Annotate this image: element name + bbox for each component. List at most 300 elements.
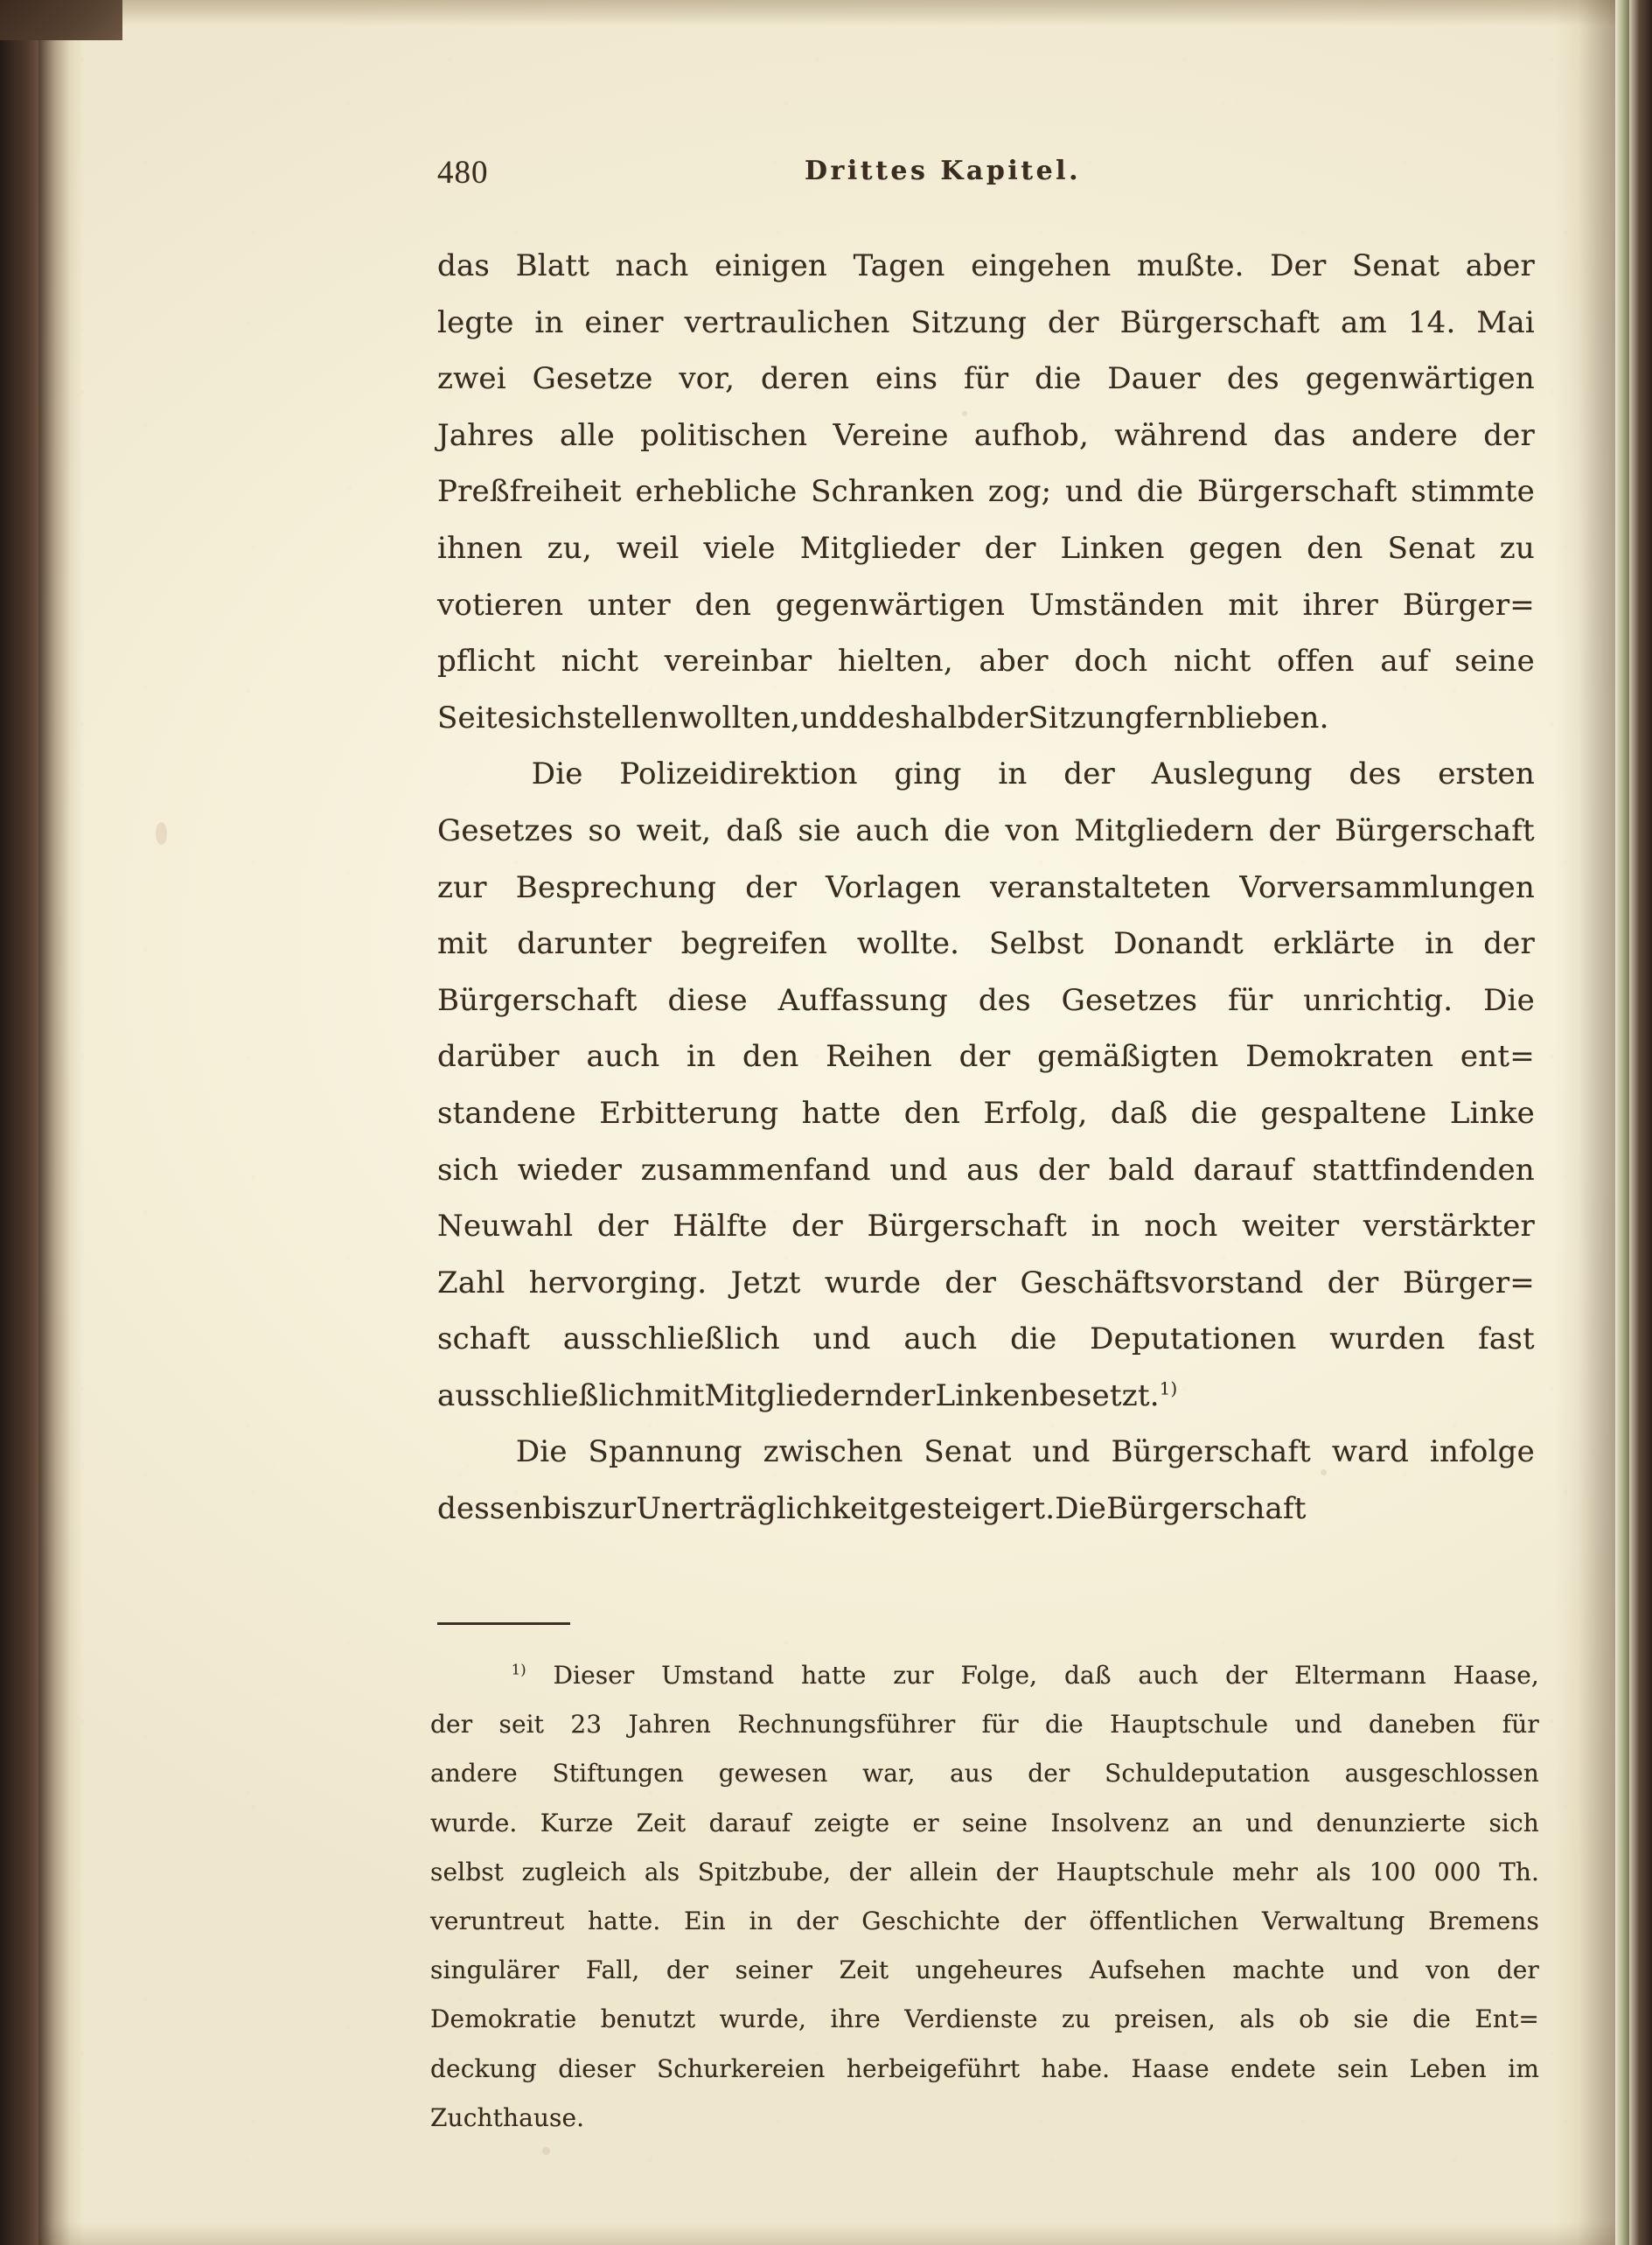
word: die xyxy=(1190,1095,1238,1131)
word: für xyxy=(1228,982,1273,1018)
word: Aufsehen xyxy=(1089,1956,1206,1985)
word: Senat xyxy=(1387,530,1475,566)
word: veranstalteten xyxy=(989,869,1211,905)
word: der xyxy=(958,1039,1011,1075)
word: Fall, xyxy=(585,1956,640,1985)
word: Schranken xyxy=(811,474,975,510)
footnote-separator-rule xyxy=(437,1622,570,1625)
footnote-line xyxy=(430,2045,1539,2094)
text-line xyxy=(437,803,1535,860)
word: in xyxy=(687,1039,716,1075)
footnote-line xyxy=(430,1799,1539,1848)
word: wollte. xyxy=(856,926,960,962)
word: in xyxy=(1425,926,1454,962)
word: Stiftungen xyxy=(552,1759,685,1788)
word: Mitgliedern xyxy=(1074,812,1254,848)
word: in xyxy=(998,756,1028,792)
body-text xyxy=(437,238,1535,1537)
word: vertraulichen xyxy=(684,304,890,340)
word: Erbitterung xyxy=(599,1095,779,1131)
word: Jetzt xyxy=(730,1265,801,1300)
word: zusammenfand xyxy=(640,1152,871,1188)
word: wurde xyxy=(824,1265,922,1300)
word: andere xyxy=(430,1759,518,1788)
word: die xyxy=(1045,1710,1084,1740)
word: Bürgerschaft xyxy=(867,1209,1068,1245)
word: der xyxy=(944,1265,997,1300)
word: singulärer xyxy=(430,1956,560,1985)
text-line xyxy=(437,1198,1535,1255)
word: Schuldeputation xyxy=(1105,1759,1310,1788)
word: der xyxy=(1028,1759,1070,1788)
word: hervorging. xyxy=(528,1265,708,1300)
text-line xyxy=(437,1085,1535,1142)
word: Demokraten xyxy=(1245,1039,1434,1075)
word: Spitzbube, xyxy=(697,1857,832,1886)
word: gegenwärtigen xyxy=(775,587,1006,623)
word: und xyxy=(1294,1710,1342,1740)
word: sich xyxy=(437,1152,499,1188)
word: ausschließlich xyxy=(562,1321,780,1357)
word: und xyxy=(889,1152,948,1188)
word: Bürger= xyxy=(1402,1265,1535,1300)
text-line xyxy=(437,464,1535,520)
word: Selbst xyxy=(989,926,1084,962)
word: Umständen xyxy=(1028,587,1204,623)
word: Unerträglichkeit xyxy=(636,1491,890,1527)
word: ihre xyxy=(830,2004,881,2034)
word: diese xyxy=(667,982,748,1018)
word: Deputationen xyxy=(1090,1321,1297,1357)
running-head: Drittes Kapitel. xyxy=(805,156,1082,186)
word: er xyxy=(912,1808,939,1837)
text-line xyxy=(437,238,1535,295)
word: standene xyxy=(437,1095,576,1131)
word: denunzierte xyxy=(1315,1808,1467,1837)
word: deckung xyxy=(430,2053,537,2083)
word: Zuchthause. xyxy=(430,2102,585,2132)
word: der xyxy=(1483,926,1535,962)
word: sich xyxy=(515,700,577,736)
word: im xyxy=(1508,2053,1539,2083)
footnote-line xyxy=(430,1946,1539,1995)
word: des xyxy=(1349,756,1402,792)
word: wurde. xyxy=(430,1808,518,1837)
word: Verdienste xyxy=(904,2004,1038,2034)
word: der xyxy=(1023,1906,1066,1935)
word: ent= xyxy=(1460,1039,1535,1075)
word: pflicht xyxy=(437,644,536,680)
word: darauf xyxy=(1193,1152,1293,1188)
word: Schurkereien xyxy=(656,2053,826,2083)
word: öffentlichen xyxy=(1089,1906,1239,1935)
word: besetzt.$^{1)}$ xyxy=(1039,1377,1178,1413)
word: in xyxy=(534,304,564,340)
word: Gesetzes xyxy=(1061,982,1198,1018)
word: nicht xyxy=(561,644,639,680)
word: stellen xyxy=(576,700,679,736)
word: Bürger= xyxy=(1402,587,1535,623)
word: daneben xyxy=(1369,1710,1476,1740)
word: Insolvenz xyxy=(1050,1808,1169,1837)
word: Geschichte xyxy=(861,1906,1000,1935)
word: Vorversammlungen xyxy=(1239,869,1535,905)
word: noch xyxy=(1144,1209,1218,1245)
word: seiner xyxy=(735,1956,813,1985)
word: das xyxy=(1273,417,1327,453)
word: die xyxy=(1010,1321,1057,1357)
word: Leben xyxy=(1409,2053,1487,2083)
word: Zeit xyxy=(636,1808,687,1837)
text-line xyxy=(437,690,1535,747)
word: habe. xyxy=(1041,2053,1111,2083)
word: Haase, xyxy=(1453,1661,1539,1690)
word: ersten xyxy=(1438,756,1535,792)
word: für xyxy=(981,1710,1019,1740)
word: mit xyxy=(437,926,488,962)
word: die xyxy=(944,812,991,848)
word: preisen, xyxy=(1114,2004,1216,2034)
word: und xyxy=(1032,1434,1091,1470)
word: während xyxy=(1114,417,1248,453)
word: ging xyxy=(894,756,962,792)
word: sie xyxy=(1353,2004,1389,2034)
footnote-line xyxy=(430,1995,1539,2044)
word: gemäßigten xyxy=(1037,1039,1219,1075)
word: zwei xyxy=(437,361,506,397)
word: Dieser xyxy=(553,1661,635,1690)
word: dessen xyxy=(437,1491,543,1527)
word: aber xyxy=(979,644,1049,680)
word: der xyxy=(1327,1265,1379,1300)
word: der xyxy=(666,1956,709,1985)
word: deren xyxy=(761,361,850,397)
word: mit xyxy=(654,1377,705,1413)
word: Ent= xyxy=(1474,2004,1539,2034)
word: begreifen xyxy=(680,926,828,962)
word: einer xyxy=(584,304,664,340)
word: hatte. xyxy=(588,1906,661,1935)
text-line xyxy=(437,1311,1535,1368)
word: der xyxy=(791,1209,843,1245)
word: einigen xyxy=(714,248,828,283)
word: Linken xyxy=(935,1377,1040,1413)
word: Sitzung xyxy=(910,304,1028,340)
word: erhebliche xyxy=(635,474,798,510)
word: der xyxy=(596,1209,649,1245)
word: Die xyxy=(531,756,583,792)
word: politischen xyxy=(640,417,808,453)
paragraph-indent xyxy=(437,1424,495,1481)
word: ob xyxy=(1299,2004,1330,2034)
word: schaft xyxy=(437,1321,531,1357)
word: eingehen xyxy=(971,248,1112,283)
word: in xyxy=(1091,1209,1120,1245)
word: doch xyxy=(1074,644,1148,680)
word: votieren xyxy=(437,587,564,623)
word: Hälfte xyxy=(673,1209,768,1245)
word: gespaltene xyxy=(1260,1095,1427,1131)
word: Blatt xyxy=(515,248,590,283)
word: Bürgerschaft xyxy=(437,982,638,1018)
word: den xyxy=(1307,530,1363,566)
text-line xyxy=(437,860,1535,917)
word: Die xyxy=(1055,1491,1107,1527)
footnote-indent xyxy=(430,1651,484,1700)
word: zeigte xyxy=(813,1808,890,1837)
word: bald xyxy=(1108,1152,1175,1188)
footnote-line xyxy=(430,1897,1539,1946)
word: seine xyxy=(1454,644,1535,680)
text-line xyxy=(437,1255,1535,1312)
word: ausschließlich xyxy=(437,1377,655,1413)
text-line xyxy=(437,633,1535,690)
word: Vorlagen xyxy=(826,869,961,905)
word: von xyxy=(1005,812,1060,848)
word: des xyxy=(1226,361,1279,397)
word: für xyxy=(1502,1710,1539,1740)
word: selbst xyxy=(430,1857,505,1886)
word: Neuwahl xyxy=(437,1209,574,1245)
word: und xyxy=(1245,1808,1293,1837)
text-line xyxy=(437,1368,1535,1425)
word: darauf xyxy=(708,1808,791,1837)
word: Seite xyxy=(437,700,516,736)
word: Besprechung xyxy=(515,869,717,905)
word: seit xyxy=(498,1710,545,1740)
word: Sitzung xyxy=(1028,700,1145,736)
word: Linke xyxy=(1449,1095,1535,1131)
text-line xyxy=(437,746,1535,803)
word: der xyxy=(745,869,798,905)
word: zwischen xyxy=(763,1434,903,1470)
word: endete xyxy=(1230,2053,1316,2083)
word: weil xyxy=(616,530,680,566)
word: gegen xyxy=(1188,530,1283,566)
word: Auslegung xyxy=(1151,756,1313,792)
word: als xyxy=(1315,1857,1351,1886)
word: Senat xyxy=(924,1434,1012,1470)
word: veruntreut xyxy=(430,1906,565,1935)
word: Preßfreiheit xyxy=(437,474,622,510)
word: daß xyxy=(1064,1661,1112,1690)
word: und xyxy=(799,700,859,736)
word: Th. xyxy=(1499,1857,1539,1886)
word: so xyxy=(588,812,622,848)
footnote-line xyxy=(430,1651,1539,1700)
word: der xyxy=(984,530,1036,566)
word: Gesetzes xyxy=(437,812,574,848)
word: unrichtig. xyxy=(1303,982,1453,1018)
word: Bremens xyxy=(1428,1906,1539,1935)
word: zog; xyxy=(987,474,1052,510)
word: Linken xyxy=(1060,530,1165,566)
word: der xyxy=(796,1906,839,1935)
word: viele xyxy=(703,530,776,566)
word: Mitgliedern xyxy=(704,1377,884,1413)
word: Reihen xyxy=(826,1039,932,1075)
word: Spannung xyxy=(588,1434,742,1470)
text-line xyxy=(437,973,1535,1029)
word: die xyxy=(1035,361,1082,397)
word: herbeigeführt xyxy=(846,2053,1021,2083)
text-line xyxy=(437,916,1535,973)
word: Jahres xyxy=(437,417,534,453)
word: Demokratie xyxy=(430,2004,577,2034)
word: erklärte xyxy=(1272,926,1396,962)
word: zu, xyxy=(547,530,592,566)
word: wollten, xyxy=(678,700,800,736)
word: in xyxy=(749,1906,773,1935)
word: aus xyxy=(966,1152,1020,1188)
word: Bürgerschaft xyxy=(1196,474,1398,510)
word: als xyxy=(644,1857,680,1886)
word: von xyxy=(1425,1956,1471,1985)
word: als xyxy=(1239,2004,1275,2034)
word: machte xyxy=(1232,1956,1325,1985)
word: ihrer xyxy=(1302,587,1379,623)
word: an xyxy=(1192,1808,1223,1837)
word: Erfolg, xyxy=(983,1095,1088,1131)
footnote-text xyxy=(430,1651,1539,2143)
word: Mai xyxy=(1476,304,1535,340)
word: der xyxy=(848,1857,891,1886)
word: gegenwärtigen xyxy=(1305,361,1535,397)
text-line xyxy=(437,577,1535,634)
word: Umstand xyxy=(661,1661,775,1690)
word: den xyxy=(742,1039,799,1075)
word: vor, xyxy=(679,361,735,397)
word: aufhob, xyxy=(973,417,1089,453)
word: der xyxy=(430,1710,473,1740)
word: fernblieben. xyxy=(1144,700,1329,736)
word: stimmte xyxy=(1411,474,1535,510)
word: der xyxy=(1496,1956,1539,1985)
word: Die xyxy=(515,1434,568,1470)
word: darunter xyxy=(517,926,652,962)
page-number: 480 xyxy=(437,155,489,191)
word: allein xyxy=(909,1857,979,1886)
word: und xyxy=(812,1321,871,1357)
word: Tagen xyxy=(853,248,945,283)
word: unter xyxy=(588,587,671,623)
word: bis xyxy=(542,1491,587,1527)
word: sie xyxy=(798,812,841,848)
word: zur xyxy=(893,1661,934,1690)
word: der xyxy=(883,1377,936,1413)
word: hielten, xyxy=(838,644,953,680)
word: hatte xyxy=(801,1661,867,1690)
word: Geschäftsvorstand xyxy=(1020,1265,1304,1300)
word: ihnen xyxy=(437,530,523,566)
word: Bürgerschaft xyxy=(1119,304,1321,340)
word: eins xyxy=(875,361,938,397)
word: auch xyxy=(903,1321,978,1357)
word: und xyxy=(1351,1956,1399,1985)
word: Der xyxy=(1270,248,1327,283)
paragraph-indent xyxy=(437,746,495,803)
word: dieser xyxy=(558,2053,636,2083)
word: Bürgerschaft xyxy=(1111,1434,1312,1470)
footnote-line xyxy=(430,1700,1539,1749)
word: die xyxy=(1412,2004,1451,2034)
word: Haase xyxy=(1131,2053,1209,2083)
text-line xyxy=(437,351,1535,408)
word: 14. xyxy=(1407,304,1456,340)
word: infolge xyxy=(1429,1434,1535,1470)
word: Jahren xyxy=(628,1710,712,1740)
word: und xyxy=(1065,474,1124,510)
word: stattfindenden xyxy=(1312,1152,1535,1188)
word: ausgeschlossen xyxy=(1344,1759,1539,1788)
word: aber xyxy=(1465,248,1535,283)
word: der xyxy=(1038,1152,1090,1188)
word: vereinbar xyxy=(664,644,812,680)
word: für xyxy=(963,361,1009,397)
word: Rechnungsführer xyxy=(737,1710,956,1740)
word: nicht xyxy=(1174,644,1251,680)
word: Eltermann xyxy=(1294,1661,1426,1690)
word: deshalb xyxy=(858,700,977,736)
text-line xyxy=(437,1028,1535,1085)
word: zur xyxy=(586,1491,637,1527)
text-line xyxy=(437,1481,1535,1537)
word: Senat xyxy=(1351,248,1440,283)
text-line xyxy=(437,408,1535,464)
footnote-marker: 1) xyxy=(511,1661,526,1678)
word: Zahl xyxy=(437,1265,505,1300)
word: seine xyxy=(962,1808,1028,1837)
word: Bürgerschaft xyxy=(1106,1491,1307,1527)
word: hatte xyxy=(801,1095,882,1131)
word: 000 xyxy=(1433,1857,1481,1886)
word: auch xyxy=(586,1039,660,1075)
word: am xyxy=(1341,304,1387,340)
word: nach xyxy=(615,248,689,283)
word: ward xyxy=(1331,1434,1410,1470)
word: auch xyxy=(855,812,930,848)
word: gewesen xyxy=(718,1759,828,1788)
text-line xyxy=(437,520,1535,577)
text-line xyxy=(437,295,1535,352)
word: Hauptschule xyxy=(1110,1710,1269,1740)
footnote-line xyxy=(430,1749,1539,1798)
word: mehr xyxy=(1232,1857,1299,1886)
word: ungeheures xyxy=(915,1956,1063,1985)
word: zur xyxy=(437,869,487,905)
word: wurde, xyxy=(719,2004,807,2034)
word: daß xyxy=(1110,1095,1168,1131)
text-line xyxy=(437,1142,1535,1199)
word: der xyxy=(976,700,1028,736)
word: Gesetze xyxy=(532,361,653,397)
word: mit xyxy=(1228,587,1279,623)
word: gesteigert. xyxy=(889,1491,1056,1527)
word: sein xyxy=(1337,2053,1389,2083)
word: Polizeidirektion xyxy=(619,756,858,792)
word: Mitglieder xyxy=(799,530,960,566)
word: der xyxy=(1063,756,1115,792)
word: wurden xyxy=(1329,1321,1446,1357)
word: der xyxy=(1268,812,1321,848)
word: Donandt xyxy=(1113,926,1244,962)
footnote-reference-mark[interactable]: 1) xyxy=(1159,1378,1178,1399)
word: weit, xyxy=(636,812,712,848)
word: die xyxy=(1136,474,1184,510)
word: den xyxy=(694,587,752,623)
word: 100 xyxy=(1369,1857,1417,1886)
word: Die xyxy=(1483,982,1535,1018)
